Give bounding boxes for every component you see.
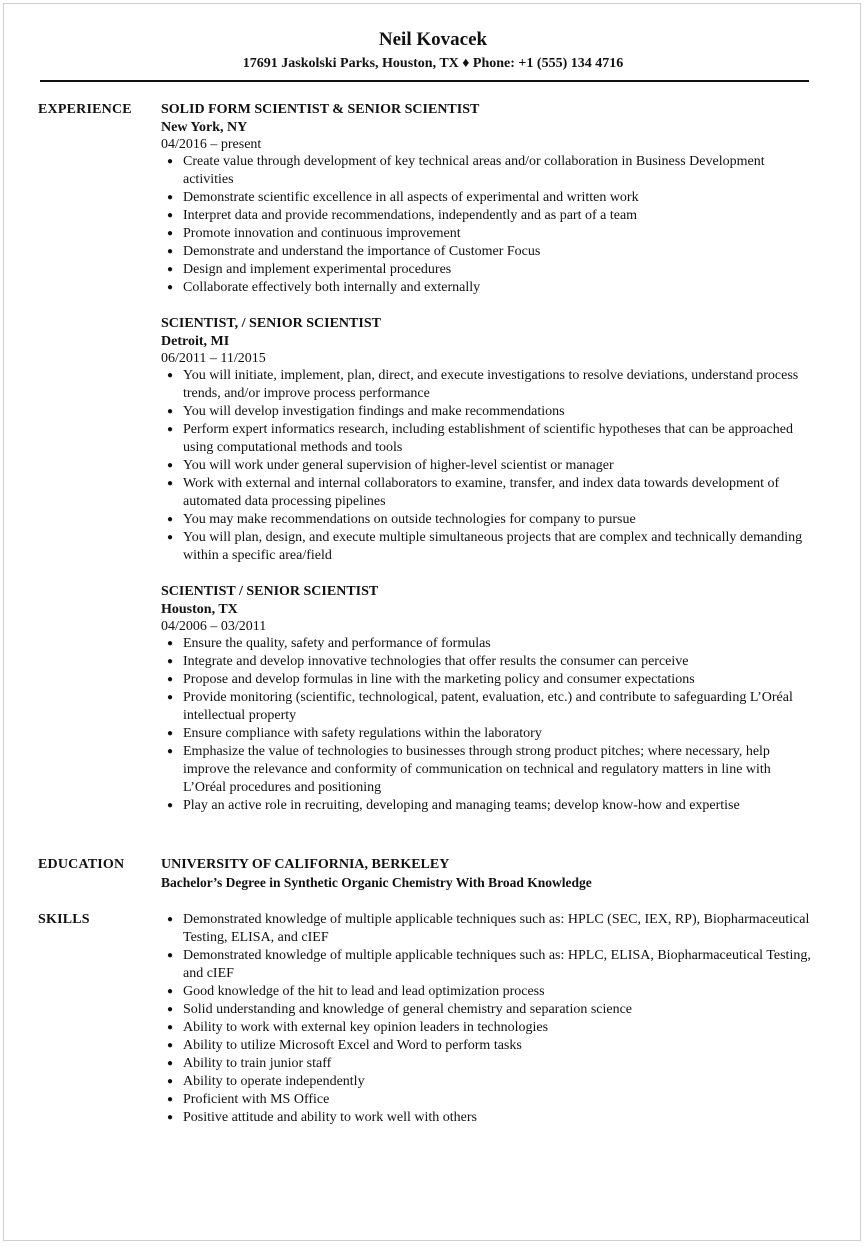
bullet-text: Perform expert informatics research, including establishment of scientific hypotheses that can be approached using computational methods and tools: [183, 422, 793, 455]
bullet-icon: ●: [167, 656, 174, 667]
section-label-education: EDUCATION: [38, 857, 125, 872]
skill-text: Good knowledge of the hit to lead and lead optimization process: [183, 984, 545, 999]
bullet-icon: ●: [167, 478, 174, 489]
job-dates: 06/2011 – 11/2015: [161, 351, 266, 366]
job-title: SCIENTIST, / SENIOR SCIENTIST: [161, 316, 381, 331]
list-item: [161, 1091, 811, 1109]
skill-text: Ability to work with external key opinion leaders in technologies: [183, 1020, 549, 1035]
skill-text: Demonstrated knowledge of multiple applicable techniques such as: HPLC (SEC, IEX, RP), Biopharmaceutical Testing, ELISA, and cIEF: [183, 912, 810, 945]
bullet-icon: ●: [167, 370, 174, 381]
bullet-icon: ●: [167, 264, 174, 275]
list-item: [161, 189, 811, 207]
bullet-icon: ●: [167, 1076, 174, 1087]
bullet-text: You may make recommendations on outside technologies for company to pursue: [183, 512, 636, 527]
list-item: [161, 243, 811, 261]
list-item: [161, 635, 811, 653]
bullet-text: You will work under general supervision of higher-level scientist or manager: [183, 458, 614, 473]
job-title: SOLID FORM SCIENTIST & SENIOR SCIENTIST: [161, 102, 480, 117]
bullet-icon: ●: [167, 638, 174, 649]
bullet-icon: ●: [167, 1022, 174, 1033]
list-item: [161, 367, 811, 403]
bullet-text: You will plan, design, and execute multiple simultaneous projects that are complex and technically demanding within a specific area/field: [183, 530, 803, 563]
bullet-text: Ensure compliance with safety regulations within the laboratory: [183, 726, 542, 741]
list-item: [161, 1055, 811, 1073]
list-item: [161, 511, 811, 529]
list-item: [161, 947, 811, 983]
list-item: [161, 689, 811, 725]
list-item: [161, 1019, 811, 1037]
bullet-icon: ●: [167, 282, 174, 293]
list-item: [161, 725, 811, 743]
bullet-icon: ●: [167, 1004, 174, 1015]
bullet-text: Promote innovation and continuous improvement: [183, 226, 461, 241]
list-item: [161, 207, 811, 225]
job-entry: [161, 101, 811, 297]
bullet-text: Create value through development of key technical areas and/or collaboration in Business Development activities: [183, 154, 765, 187]
list-item: [161, 153, 811, 189]
job-bullets: [161, 153, 811, 297]
list-item: [161, 475, 811, 511]
section-label-skills: SKILLS: [38, 912, 90, 927]
bullet-icon: ●: [167, 1040, 174, 1051]
bullet-text: Design and implement experimental procedures: [183, 262, 452, 277]
job-location: New York, NY: [161, 120, 248, 135]
list-item: [161, 1073, 811, 1091]
bullet-icon: ●: [167, 532, 174, 543]
bullet-icon: ●: [167, 246, 174, 257]
bullet-text: You will initiate, implement, plan, direct, and execute investigations to resolve deviations, understand process trends, and/or improve process performance: [183, 368, 799, 401]
skill-text: Solid understanding and knowledge of general chemistry and separation science: [183, 1002, 633, 1017]
skill-text: Ability to utilize Microsoft Excel and Word to perform tasks: [183, 1038, 522, 1053]
header-divider: [40, 80, 809, 82]
list-item: [161, 403, 811, 421]
school-name: UNIVERSITY OF CALIFORNIA, BERKELEY: [161, 857, 450, 872]
education-body: [161, 856, 811, 892]
list-item: [161, 261, 811, 279]
skill-text: Positive attitude and ability to work well with others: [183, 1110, 477, 1125]
bullet-icon: ●: [167, 692, 174, 703]
bullet-text: Demonstrate scientific excellence in all aspects of experimental and written work: [183, 190, 639, 205]
list-item: [161, 743, 811, 797]
skill-text: Ability to operate independently: [183, 1074, 365, 1089]
bullet-text: Collaborate effectively both internally and externally: [183, 280, 481, 295]
bullet-text: Propose and develop formulas in line with the marketing policy and consumer expectations: [183, 672, 695, 687]
section-label-experience: EXPERIENCE: [38, 102, 132, 117]
list-item: [161, 529, 811, 565]
degree: Bachelor’s Degree in Synthetic Organic Chemistry With Broad Knowledge: [161, 875, 592, 890]
bullet-text: Work with external and internal collaborators to examine, transfer, and index data towards development of automated data processing pipelines: [183, 476, 780, 509]
job-bullets: [161, 635, 811, 815]
skills-list: [161, 911, 811, 1127]
list-item: [161, 225, 811, 243]
skills-body: [161, 911, 811, 1127]
bullet-icon: ●: [167, 746, 174, 757]
bullet-text: Integrate and develop innovative technologies that offer results the consumer can perceive: [183, 654, 689, 669]
bullet-icon: ●: [167, 156, 174, 167]
bullet-icon: ●: [167, 424, 174, 435]
bullet-icon: ●: [167, 914, 174, 925]
bullet-text: You will develop investigation findings and make recommendations: [183, 404, 565, 419]
bullet-icon: ●: [167, 674, 174, 685]
job-location: Houston, TX: [161, 602, 238, 617]
bullet-icon: ●: [167, 950, 174, 961]
resume-header: [0, 28, 866, 73]
list-item: [161, 1037, 811, 1055]
bullet-icon: ●: [167, 514, 174, 525]
bullet-icon: ●: [167, 192, 174, 203]
bullet-icon: ●: [167, 1112, 174, 1123]
skill-text: Ability to train junior staff: [183, 1056, 332, 1071]
list-item: [161, 1001, 811, 1019]
bullet-icon: ●: [167, 1058, 174, 1069]
list-item: [161, 983, 811, 1001]
bullet-icon: ●: [167, 210, 174, 221]
job-bullets: [161, 367, 811, 565]
skill-text: Demonstrated knowledge of multiple applicable techniques such as: HPLC, ELISA, Biopharmaceutical Testing, and cIEF: [183, 948, 811, 981]
bullet-icon: ●: [167, 728, 174, 739]
bullet-text: Ensure the quality, safety and performance of formulas: [183, 636, 491, 651]
job-dates: 04/2006 – 03/2011: [161, 619, 267, 634]
list-item: [161, 279, 811, 297]
bullet-text: Play an active role in recruiting, developing and managing teams; develop know-how and expertise: [183, 798, 740, 813]
list-item: [161, 797, 811, 815]
job-entry: [161, 315, 811, 565]
skill-text: Proficient with MS Office: [183, 1092, 330, 1107]
bullet-icon: ●: [167, 228, 174, 239]
job-dates: 04/2016 – present: [161, 137, 262, 152]
bullet-icon: ●: [167, 986, 174, 997]
bullet-text: Provide monitoring (scientific, technological, patent, evaluation, etc.) and contribute to safeguarding L’Oréal intellectual property: [183, 690, 793, 723]
job-entry: [161, 583, 811, 815]
bullet-icon: ●: [167, 1094, 174, 1105]
list-item: [161, 457, 811, 475]
list-item: [161, 1109, 811, 1127]
job-location: Detroit, MI: [161, 334, 230, 349]
experience-jobs: [161, 101, 811, 833]
bullet-icon: ●: [167, 406, 174, 417]
bullet-icon: ●: [167, 800, 174, 811]
bullet-text: Demonstrate and understand the importance of Customer Focus: [183, 244, 541, 259]
list-item: [161, 421, 811, 457]
bullet-icon: ●: [167, 460, 174, 471]
bullet-text: Interpret data and provide recommendations, independently and as part of a team: [183, 208, 638, 223]
contact-line: 17691 Jaskolski Parks, Houston, TX ♦ Phone: +1 (555) 134 4716: [242, 56, 624, 71]
bullet-text: Emphasize the value of technologies to businesses through strong product pitches; where necessary, help improve the relevance and conformity of communication on technical and regulatory matters in line with L’Oréal procedures and positioning: [183, 744, 771, 795]
list-item: [161, 911, 811, 947]
job-title: SCIENTIST / SENIOR SCIENTIST: [161, 584, 379, 599]
list-item: [161, 671, 811, 689]
list-item: [161, 653, 811, 671]
candidate-name: Neil Kovacek: [378, 29, 488, 50]
